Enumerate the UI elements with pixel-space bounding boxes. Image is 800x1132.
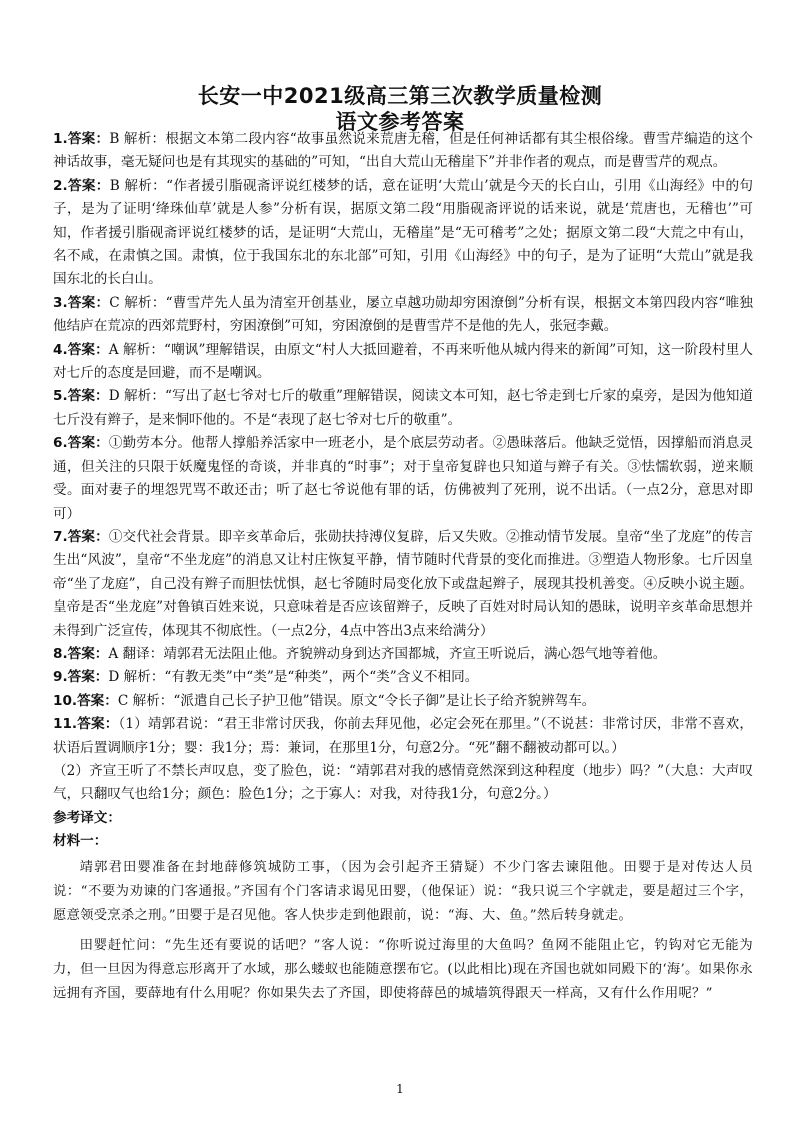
answer-label: 5.答案： [53, 388, 109, 405]
answer-item-8 [53, 643, 753, 666]
answer-label: 7.答案： [53, 528, 109, 545]
document-subtitle: 语文参考答案 [335, 110, 465, 134]
answer-item-2 [53, 175, 753, 292]
answer-label: 9.答案： [53, 669, 109, 686]
answer-item-10 [53, 690, 753, 713]
answer-choice: B [109, 177, 120, 194]
answer-choice: D [108, 669, 120, 686]
answer-explanation: ①勤劳本分。他帮人撑船养活家中一班老小，是个底层劳动者。②愚昧落后。他缺乏觉悟，因撑船而消息灵通，但关注的只限于妖魔鬼怪的奇谈，并非真的“时事”；对于皇帝复辟也只知道与辫子有关。③怯懦软弱，逆来顺受。面对妻子的埋怨咒骂不敢还击；听了赵七爷说他有罪的话，仿佛被判了死刑，说不出话。（一点2分，意思对即可） [53, 435, 753, 522]
material-heading: 材料一： [53, 833, 108, 850]
answer-explanation: 解析：“嘲讽”理解错误，由原文“村人大抵回避着，不再来听他从城内得来的新闻”可知，这一阶段村里人对七斤的态度是回避，而不是嘲讽。 [53, 341, 754, 382]
answer-explanation: 解析：“曹雪芹先人虽为清室开创基业，屡立卓越功勋却穷困潦倒”分析有误，根据文本第四段内容“唯独他结庐在荒凉的西郊荒野村，穷困潦倒”可知，穷困潦倒的是曹雪芹不是他的先人，张冠李戴。 [53, 294, 753, 335]
answer-choice: C [117, 692, 129, 709]
answer-item-6 [53, 432, 753, 526]
answer-explanation: ①交代社会背景。即辛亥革命后，张勋扶持溥仪复辟，后又失败。②推动情节发展。皇帝“坐了龙庭”的传言生出“风波”，皇帝“不坐龙庭”的消息又让村庄恢复平静，情节随时代背景的变化而推进。③塑造人物形象。七斤因皇帝“坐了龙庭”，自己没有辫子而胆怯忧惧，赵七爷随时局变化放下或盘起辫子，展现其投机善变。④反映小说主题。皇帝是否“坐龙庭”对鲁镇百姓来说，只意味着是否应该留辫子，反映了百姓对时局认知的愚昧，说明辛亥革命思想并未得到广泛宣传，体现其不彻底性。（一点2分，4点中答出3点来给满分） [53, 528, 753, 639]
answer-label: 10.答案： [53, 692, 118, 709]
answer-choice: A [108, 341, 119, 358]
answer-explanation: 翻译：靖郭君无法阻止他。齐貌辨动身到达齐国都城，齐宣王听说后，满心怨气地等着他。 [118, 645, 667, 662]
answer-choice: B [109, 131, 120, 147]
answer-label: 3.答案： [53, 294, 110, 311]
translation-paragraph: 田婴赶忙问：“先生还有要说的话吧？”客人说：“你听说过海里的大鱼吗？鱼网不能阻止它，钓钩对它无能为力，但一旦因为得意忘形离开了水域，那么蝼蚁也能随意摆布它。(以此相比)现在齐国也就如同殿下的‘海’。如果你永远拥有齐国，要薛地有什么用呢？你如果失去了齐国，即使将薛邑的城墙筑得跟天一样高，又有什么作用呢？” [53, 937, 753, 1001]
answer-label: 2.答案： [53, 177, 110, 194]
answer-explanation: 解析：“作者援引脂砚斋评说红楼梦的话，意在证明‘大荒山’就是今天的长白山，引用《山海经》中的句子，是为了证明‘绛珠仙草’就是人参”分析有误，据原文第二段“用脂砚斋评说的话来说，就是‘荒唐也，无稽也’”可知，作者援引脂砚斋评说红楼梦的话，是证明“大荒山，无稽崖”是“无可稽考”之处；据原文第二段“大荒之中有山，名不咸，在肃慎之国。肃慎，位于我国东北的东北部”可知，引用《山海经》中的句子，是为了证明“大荒山”就是我国东北的长白山。 [53, 177, 753, 288]
answer-item-7 [53, 526, 753, 643]
answer-label: 11.答案： [53, 716, 119, 733]
answer-explanation: 解析：“派遣自己长子护卫他”错误。原文“令长子御”是让长子给齐貌辨驾车。 [128, 692, 596, 709]
answer-item-3 [53, 292, 753, 339]
answer-label: 1.答案： [53, 131, 110, 147]
answer-item-5 [53, 385, 753, 432]
answer-item-4 [53, 339, 753, 386]
answer-choice: C [109, 294, 120, 311]
answer-label: 8.答案： [53, 645, 109, 662]
answer-item-11-part2: （2）齐宣王听了不禁长声叹息，变了脸色，说：“靖郭君对我的感情竟然深到这种程度（地步）吗？”（大息：大声叹气，只翻叹气也给1分；颜色：脸色1分；之于寡人：对我，对待我1分，句意2分。） [53, 762, 753, 803]
answer-item-1 [53, 128, 753, 175]
answer-explanation: 解析：“有教无类”中“类”是“种类”，两个“类”含义不相同。 [119, 669, 479, 686]
answer-item-9 [53, 666, 753, 689]
answer-item-11 [53, 713, 753, 760]
document-title: 长安一中2021级高三第三次教学质量检测 [197, 84, 603, 108]
answer-label: 4.答案： [53, 341, 109, 358]
answer-label: 6.答案： [53, 435, 109, 452]
answer-explanation: 解析：根据文本第二段内容“故事虽然说来荒唐无稽，但是任何神话都有其尘根俗缘。曹雪芹编造的这个神话故事，毫无疑问也是有其现实的基础的”可知，“出自大荒山无稽崖下”并非作者的观点，而是曹雪芹的观点。 [53, 131, 753, 171]
answer-choice: D [108, 388, 120, 405]
translation-heading: 参考译文： [53, 809, 121, 826]
answer-explanation: （1）靖郭君说：“君王非常讨厌我，你前去拜见他，必定会死在那里。”（不说甚：非常讨厌，非常不喜欢，状语后置调顺序1分；婴：我1分；焉：兼词，在那里1分，句意2分。“死”翻不翻被动都可以。） [53, 716, 753, 756]
translation-paragraph: 靖郭君田婴准备在封地薛修筑城防工事，（因为会引起齐王猜疑）不少门客去谏阻他。田婴于是对传达人员说：“不要为劝谏的门客通报。”齐国有个门客请求谒见田婴，（他保证）说：“我只说三个字就走，要是超过三个字，愿意领受烹杀之刑。”田婴于是召见他。客人快步走到他跟前，说：“海、大、鱼。”然后转身就走。 [53, 859, 753, 923]
page-number: 1 [396, 1082, 404, 1096]
answer-explanation: 解析：“写出了赵七爷对七斤的敬重”理解错误，阅读文本可知，赵七爷走到七斤家的桌旁，是因为他知道七斤没有辫子，是来恫吓他的。不是“表现了赵七爷对七斤的敬重”。 [53, 388, 754, 428]
answer-choice: A [108, 645, 119, 662]
answer-content [53, 128, 753, 1006]
